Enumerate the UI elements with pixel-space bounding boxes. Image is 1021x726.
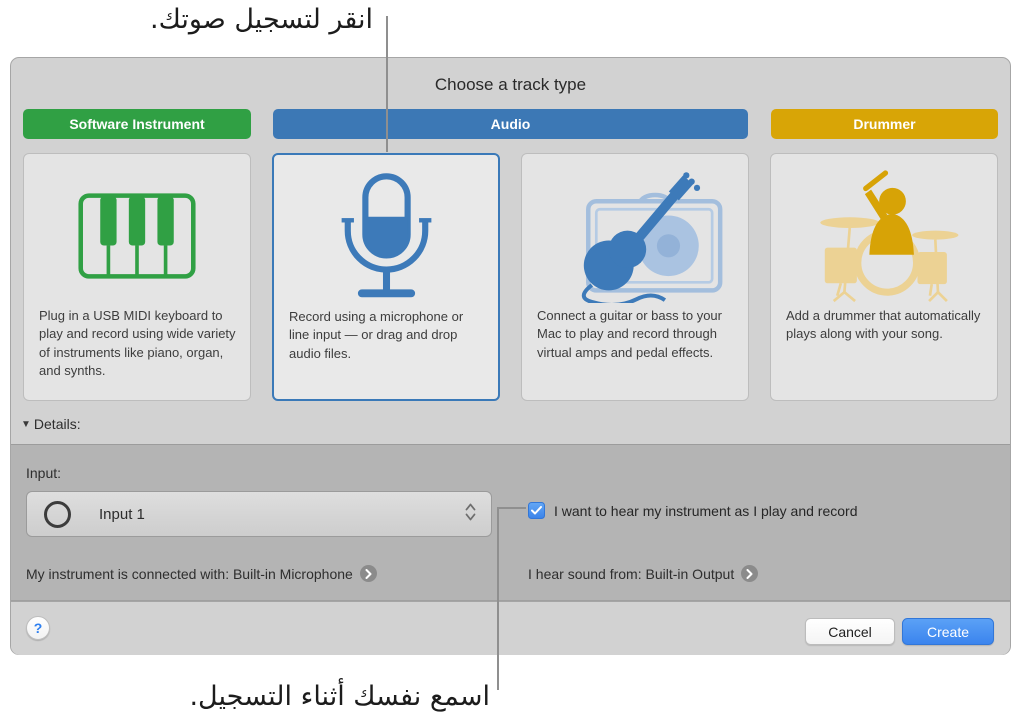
bottom-callout-connector-line bbox=[498, 507, 526, 509]
drummer-icon bbox=[771, 168, 997, 303]
input-label: Input: bbox=[26, 465, 62, 481]
header-software-instrument[interactable]: Software Instrument bbox=[23, 109, 251, 139]
top-callout-text: انقر لتسجيل صوتك. bbox=[150, 4, 373, 35]
monitor-checkbox-label: I want to hear my instrument as I play and record bbox=[554, 502, 858, 519]
details-disclosure[interactable] bbox=[21, 416, 81, 432]
updown-chevron-icon bbox=[465, 503, 476, 526]
card-audio-microphone[interactable] bbox=[272, 153, 500, 401]
input-channel-icon bbox=[44, 501, 71, 528]
microphone-icon bbox=[274, 169, 498, 304]
bottom-callout-text: اسمع نفسك أثناء التسجيل. bbox=[189, 681, 490, 712]
header-audio[interactable]: Audio bbox=[273, 109, 748, 139]
card-audio-guitar[interactable] bbox=[521, 153, 749, 401]
dialog-title: Choose a track type bbox=[434, 75, 587, 94]
card-description: Record using a microphone or line input — or drag and drop audio files. bbox=[289, 309, 464, 361]
help-button[interactable] bbox=[26, 616, 50, 640]
monitor-checkbox[interactable] bbox=[528, 502, 545, 519]
card-description: Plug in a USB MIDI keyboard to play and record using wide variety of instruments like piano, organ, and synths. bbox=[39, 308, 236, 379]
instrument-connection-text: My instrument is connected with: Built-in Microphone bbox=[26, 565, 353, 582]
instrument-connection-row bbox=[26, 565, 377, 582]
input-selected-value: Input 1 bbox=[99, 505, 145, 523]
details-label: Details: bbox=[33, 416, 81, 432]
input-select[interactable] bbox=[26, 491, 492, 537]
disclosure-triangle-icon: ▼ bbox=[21, 418, 31, 430]
choose-track-type-dialog bbox=[10, 57, 1011, 655]
guitar-amp-icon bbox=[522, 168, 748, 303]
top-callout-line bbox=[386, 16, 388, 152]
bottom-callout-line bbox=[497, 507, 499, 690]
card-description: Add a drummer that automatically plays along with your song. bbox=[786, 308, 981, 342]
card-software-instrument[interactable] bbox=[23, 153, 251, 401]
monitor-checkbox-row[interactable] bbox=[528, 502, 857, 519]
output-connection-text: I hear sound from: Built-in Output bbox=[528, 565, 735, 582]
instrument-connection-chevron-icon[interactable] bbox=[360, 565, 377, 582]
create-button[interactable]: Create bbox=[902, 618, 994, 645]
dialog-footer bbox=[11, 601, 1010, 655]
cancel-button[interactable]: Cancel bbox=[805, 618, 895, 645]
output-connection-row bbox=[528, 565, 758, 582]
header-drummer[interactable]: Drummer bbox=[771, 109, 998, 139]
output-connection-chevron-icon[interactable] bbox=[741, 565, 758, 582]
card-description: Connect a guitar or bass to your Mac to play and record through virtual amps and pedal effects. bbox=[537, 308, 722, 360]
details-panel bbox=[11, 444, 1010, 601]
help-icon: ? bbox=[33, 620, 43, 636]
piano-icon bbox=[24, 168, 250, 303]
card-drummer[interactable] bbox=[770, 153, 998, 401]
